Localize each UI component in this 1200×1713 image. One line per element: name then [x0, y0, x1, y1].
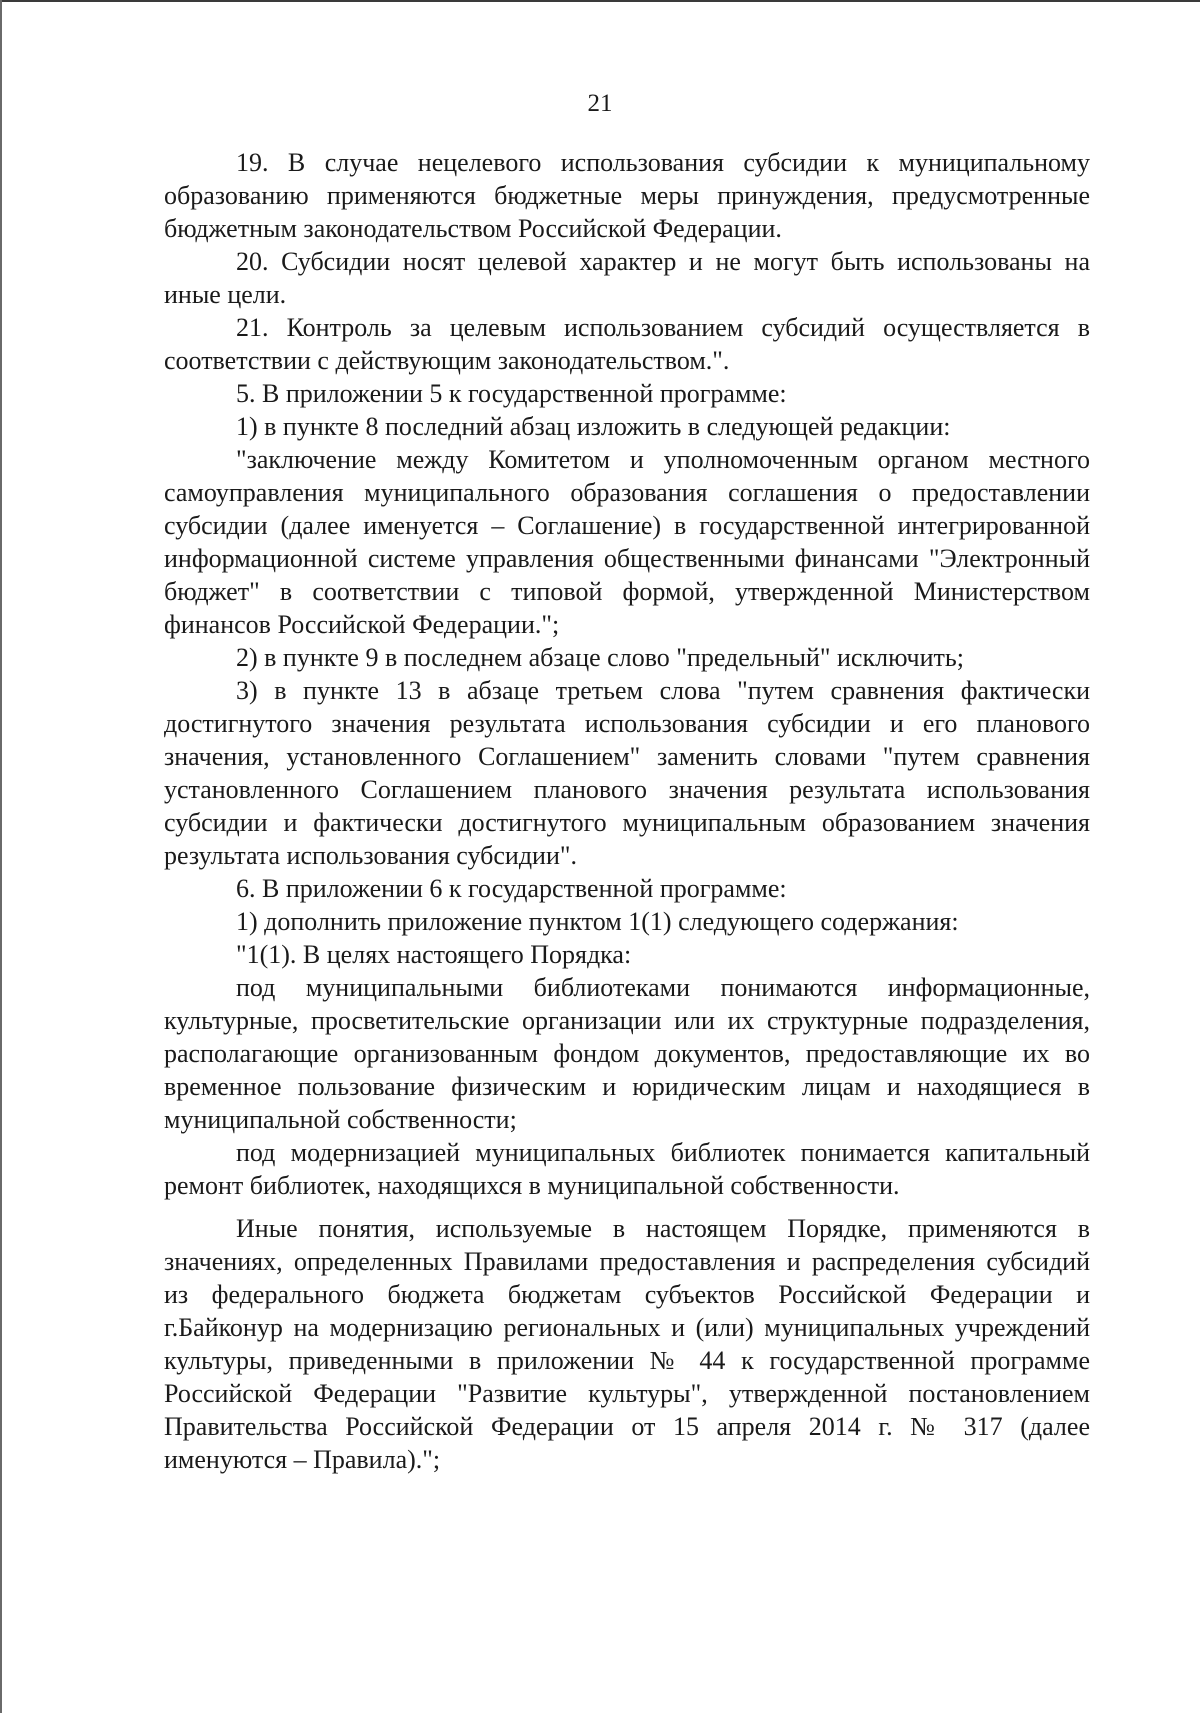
page-left-edge: [0, 0, 2, 1713]
paragraph-appendix-5: 5. В приложении 5 к государственной программе:: [236, 379, 787, 408]
paragraph-19: 19. В случае нецелевого использования субсидии к муниципальному образованию применяются бюджетные меры принуждения, предусмотренные бюджетным законодательством Российской Федерации.: [164, 148, 1090, 243]
paragraph-appendix-5-item-3: 3) в пункте 13 в абзаце третьем слова "путем сравнения фактически достигнутого значения результата использования субсидии и его планового значения, установленного Соглашением" заменить словами "путем сравнения установленного Соглашением планового значения результата использования субсидии и фактически достигнутого муниципальным образованием значения результата использования субсидии".: [164, 676, 1090, 870]
paragraph-other-concepts: Иные понятия, используемые в настоящем Порядке, применяются в значениях, определенных Правилами предоставления и распределения субсидий из федерального бюджета бюджетам субъектов Российской Федерации и г.Байконур на модернизацию региональных и (или) муниципальных учреждений культуры, приведенными в приложении № 44 к государственной программе Российской Федерации "Развитие культуры", утвержденной постановлением Правительства Российской Федерации от 15 апреля 2014 г. № 317 (далее именуются – Правила).";: [164, 1214, 1090, 1474]
paragraph-modernization-definition: под модернизацией муниципальных библиотек понимается капитальный ремонт библиотек, находящихся в муниципальной собственности.: [164, 1138, 1090, 1200]
paragraph-point-1-1: "1(1). В целях настоящего Порядка:: [236, 940, 632, 969]
document-body: [164, 146, 1090, 1476]
page-top-edge: [0, 0, 1200, 2]
paragraph-21: 21. Контроль за целевым использованием субсидий осуществляется в соответствии с действующим законодательством.".: [164, 313, 1090, 375]
paragraph-agreement-text: "заключение между Комитетом и уполномоченным органом местного самоуправления муниципального образования соглашения о предоставлении субсидии (далее именуется – Соглашение) в государственной интегрированной информационной системе управления общественными финансами "Электронный бюджет" в соответствии с типовой формой, утвержденной Министерством финансов Российской Федерации.";: [164, 445, 1090, 639]
paragraph-appendix-6-item-1: 1) дополнить приложение пунктом 1(1) следующего содержания:: [236, 907, 959, 936]
paragraph-appendix-6: 6. В приложении 6 к государственной программе:: [236, 874, 787, 903]
page-number: 21: [587, 90, 613, 117]
paragraph-appendix-5-item-2: 2) в пункте 9 в последнем абзаце слово "предельный" исключить;: [236, 643, 964, 672]
paragraph-libraries-definition: под муниципальными библиотеками понимаются информационные, культурные, просветительские организации или их структурные подразделения, располагающие организованным фондом документов, предоставляющие их во временное пользование физическим и юридическим лицам и находящиеся в муниципальной собственности;: [164, 973, 1090, 1134]
paragraph-20: 20. Субсидии носят целевой характер и не могут быть использованы на иные цели.: [164, 247, 1090, 309]
paragraph-appendix-5-item-1: 1) в пункте 8 последний абзац изложить в следующей редакции:: [236, 412, 951, 441]
